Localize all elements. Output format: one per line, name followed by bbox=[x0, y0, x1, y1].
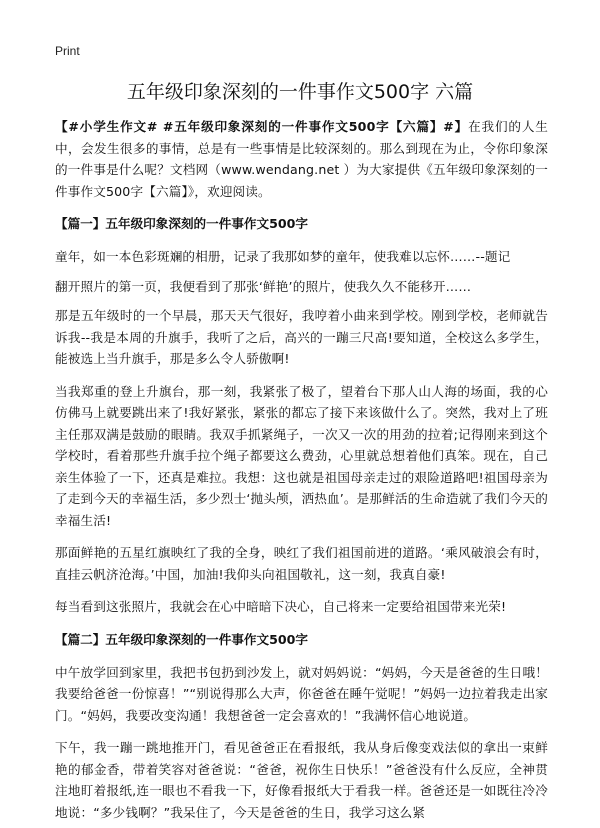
section1-paragraph: 每当看到这张照片，我就会在心中暗暗下决心，自己将来一定要给祖国带来光荣! bbox=[55, 599, 507, 614]
print-label: Print bbox=[55, 44, 80, 58]
intro-text: 在我们的人生中，会发生很多的事情，总是有一些事情是比较深刻的。那么到现在为止，令你印象深的一件事是什么呢？文档网（www.wendang.net ）为大家提供《五年级印象深刻的一件事作文500字【六篇】》，欢迎阅读。 bbox=[55, 119, 548, 199]
intro-tag: 【#小学生作文# #五年级印象深刻的一件事作文500字【六篇】#】 bbox=[55, 119, 469, 134]
section-heading-1: 【篇一】五年级印象深刻的一件事作文500字 bbox=[55, 216, 308, 231]
document-title: 五年级印象深刻的一件事作文500字 六篇 bbox=[126, 81, 474, 103]
document-body bbox=[55, 116, 548, 828]
section2-paragraph: 下午，我一蹦一跳地推开门，看见爸爸正在看报纸，我从身后像变戏法似的拿出一束鲜艳的郁金香，带着笑容对爸爸说：“爸爸，祝你生日快乐！”爸爸没有什么反应，全神贯注地盯着报纸,连一眼也不看我一下，好像看报纸大于看我一样。爸爸还是一如既往冷冷地说：“多少钱啊？”我呆住了，今天是爸爸的生日，我学习这么紧 bbox=[55, 740, 548, 820]
section2-paragraph: 中午放学回到家里，我把书包扔到沙发上，就对妈妈说：“妈妈，今天是爸爸的生日哦！我要给爸爸一份惊喜！”“别说得那么大声，你爸爸在睡午觉呢！”妈妈一边拉着我走出家门。“妈妈，我要改变沟通！我想爸爸一定会喜欢的！”我满怀信心地说道。 bbox=[55, 664, 548, 723]
section1-paragraph: 翻开照片的第一页，我便看到了那张‘鲜艳’的照片，使我久久不能移开…… bbox=[55, 278, 472, 294]
section1-paragraph: 当我郑重的登上升旗台，那一刻，我紧张了极了，望着台下那人山人海的场面，我的心仿佛马上就要跳出来了!我好紧张，紧张的都忘了接下来该做什么了。突然，我对上了班主任那双满是鼓励的眼睛。我双手抓紧绳子，一次又一次的用劲的拉着;记得刚来到这个学校时，看着那些升旗手拉个绳子都要这么费劲，心里就总想着他们真笨。现在，自己亲生体验了一下，还真是难拉。我想：这也就是祖国母亲走过的艰险道路吧!祖国母亲为了走到今天的幸福生活，多少烈士‘抛头颅，洒热血’。是那鲜活的生命造就了我们今天的幸福生活! bbox=[55, 383, 548, 528]
section-heading-2: 【篇二】五年级印象深刻的一件事作文500字 bbox=[55, 631, 308, 647]
section1-paragraph: 那是五年级时的一个早晨，那天天气很好，我哼着小曲来到学校。刚到学校，老师就告诉我--我是本周的升旗手，我听了之后，高兴的一蹦三尺高!要知道，全校这么多学生，能被选上当升旗手，那是多么令人骄傲啊! bbox=[55, 308, 548, 366]
intro-paragraph bbox=[55, 116, 548, 202]
section1-paragraph: 那面鲜艳的五星红旗映红了我的全身，映红了我们祖国前进的道路。‘乘风破浪会有时，直挂云帆济沧海。’中国，加油!我仰头向祖国敬礼，这一刻，我真自豪! bbox=[55, 545, 548, 582]
section1-paragraph: 童年，如一本色彩斑斓的相册，记录了我那如梦的童年，使我难以忘怀……--题记 bbox=[55, 249, 511, 264]
